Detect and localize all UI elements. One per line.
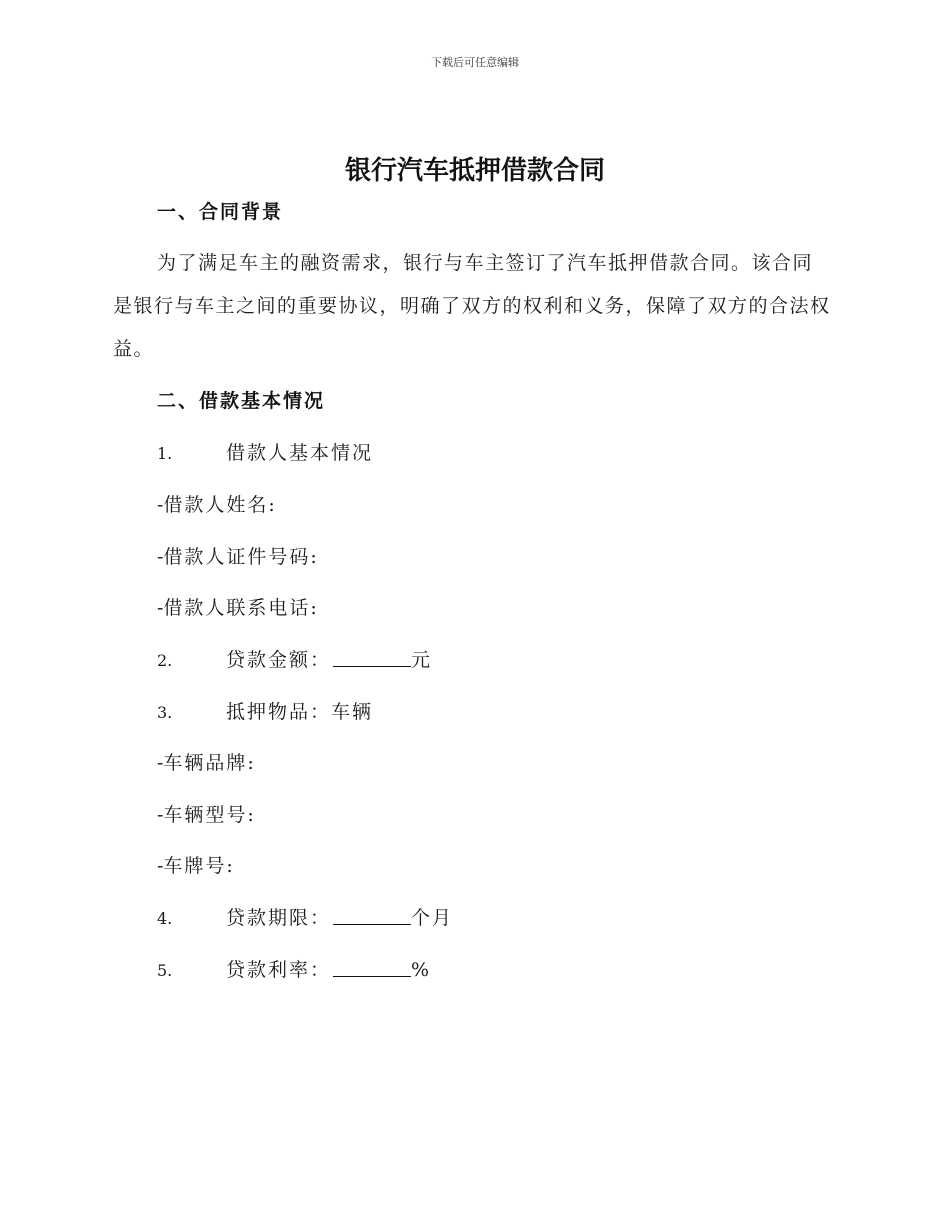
background-paragraph: 为了满足车主的融资需求，银行与车主签订了汽车抵押借款合同。该合同是银行与车主之间的重要协议，明确了双方的权利和义务，保障了双方的合法权益。 [113, 252, 831, 360]
list-item-borrower-info [157, 438, 373, 465]
field-label: 借款人联系电话: [163, 597, 319, 619]
section-heading-loan-info: 二、借款基本情况 [157, 390, 326, 412]
field-vehicle-brand [157, 748, 256, 775]
field-label: 借款人姓名: [163, 494, 277, 516]
list-item-loan-amount [157, 645, 432, 672]
dash-marker: - [157, 597, 164, 619]
list-item-label: 抵押物品：车辆 [226, 701, 374, 723]
list-item-label: 贷款利率： [226, 959, 332, 981]
document-title: 银行汽车抵押借款合同 [344, 156, 605, 186]
field-borrower-name [157, 490, 277, 517]
list-number: 2. [157, 651, 173, 670]
field-plate-number [157, 851, 235, 878]
section-heading-background: 一、合同背景 [157, 201, 284, 223]
fill-in-blank[interactable] [333, 958, 411, 977]
dash-marker: - [157, 546, 164, 568]
dash-marker: - [157, 855, 164, 877]
list-item-interest-rate [157, 955, 431, 982]
field-borrower-phone [157, 593, 319, 620]
list-item-label: 借款人基本情况 [226, 442, 374, 464]
header-note: 下载后可任意编辑 [431, 56, 519, 69]
list-number: 4. [157, 909, 173, 928]
unit-label: 个月 [411, 907, 454, 929]
list-number: 1. [157, 444, 173, 463]
fill-in-blank[interactable] [333, 906, 411, 925]
field-label: 车牌号: [163, 855, 235, 877]
list-item-loan-term [157, 903, 453, 930]
list-item-collateral [157, 697, 373, 724]
field-label: 车辆品牌: [163, 752, 256, 774]
unit-label: % [411, 959, 432, 981]
dash-marker: - [157, 752, 164, 774]
field-label: 车辆型号: [163, 804, 256, 826]
dash-marker: - [157, 804, 164, 826]
list-item-label: 贷款金额： [226, 649, 332, 671]
list-number: 5. [157, 961, 173, 980]
list-number: 3. [157, 703, 173, 722]
dash-marker: - [157, 494, 164, 516]
list-item-label: 贷款期限： [226, 907, 332, 929]
field-label: 借款人证件号码: [163, 546, 319, 568]
unit-label: 元 [411, 649, 433, 671]
field-borrower-id [157, 542, 319, 569]
field-vehicle-model [157, 800, 256, 827]
fill-in-blank[interactable] [333, 648, 411, 667]
